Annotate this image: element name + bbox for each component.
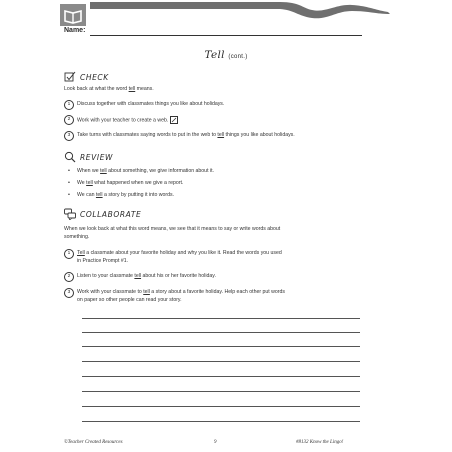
writing-line[interactable]	[82, 361, 360, 362]
collaborate-item-1-word: Tell	[77, 250, 85, 256]
speech-bubbles-icon	[64, 208, 76, 220]
collaborate-heading	[64, 207, 141, 221]
check-intro	[64, 86, 154, 93]
check-heading-label: CHECK	[80, 72, 109, 82]
writing-line[interactable]	[82, 346, 360, 347]
collaborate-item-number: 1	[64, 249, 74, 259]
collaborate-intro-line-1: When we look back at what this word means, we see that it means to say or write words about	[64, 226, 281, 232]
check-intro-after: means.	[135, 86, 154, 92]
collaborate-item-1-line-2: in Practice Prompt #1.	[77, 258, 129, 264]
collaborate-item-3-line-2: on paper so other people can read your story.	[77, 297, 182, 303]
writing-line[interactable]	[82, 332, 360, 333]
check-item-number: 2	[64, 115, 74, 125]
check-intro-before: Look back at what the word	[64, 86, 129, 92]
check-intro-word: tell	[128, 86, 136, 92]
collaborate-item-3-word: tell	[143, 289, 150, 295]
collaborate-item-3-after: a story about a favorite holiday. Help each other put words	[149, 289, 286, 295]
pencil-box-icon	[170, 116, 178, 124]
review-bullet-1-before: When we	[77, 168, 101, 174]
check-item-3-after: things you like about holidays.	[224, 132, 295, 138]
review-bullet-1	[77, 168, 214, 175]
page-title	[0, 49, 452, 61]
title-word: Tell	[204, 49, 225, 61]
collaborate-item-1-line-1	[77, 250, 282, 257]
review-bullet-1-after: about something, we give information about it.	[106, 168, 214, 174]
writing-line[interactable]	[82, 421, 360, 422]
collaborate-item-number: 3	[64, 288, 74, 298]
review-bullet-2-word: tell	[86, 180, 93, 186]
review-bullet-3-after: a story by putting it into words.	[102, 192, 175, 198]
magnifier-icon	[64, 151, 76, 163]
review-bullet-2	[77, 180, 183, 187]
check-item-number: 3	[64, 131, 74, 141]
review-bullet-3	[77, 192, 174, 199]
check-item-1: Discuss together with classmates things you like about holidays.	[77, 101, 225, 107]
review-bullet-2-before: We	[77, 180, 87, 186]
collaborate-item-1-after: a classmate about your favorite holiday and why you like it. Read the words you used	[84, 250, 282, 256]
bullet-dot: •	[68, 192, 70, 198]
check-item-3-before: Take turns with classmates saying words to put in the web to	[77, 132, 218, 138]
review-bullet-3-before: We can	[77, 192, 96, 198]
bullet-dot: •	[68, 168, 70, 174]
check-heading	[64, 70, 109, 84]
review-bullet-3-word: tell	[95, 192, 103, 198]
title-suffix: (cont.)	[228, 54, 248, 60]
name-field[interactable]	[90, 35, 362, 36]
open-book-icon	[60, 4, 86, 26]
writing-line[interactable]	[82, 318, 360, 319]
review-bullet-1-word: tell	[100, 168, 107, 174]
review-bullet-2-after: what happened when we give a report.	[92, 180, 184, 186]
footer-page-number: 9	[214, 440, 217, 445]
check-item-2	[77, 116, 178, 124]
collaborate-item-2-after: about his or her favorite holiday.	[141, 273, 216, 279]
collaborate-item-3-line-1	[77, 289, 285, 296]
collaborate-intro-line-2: something.	[64, 234, 90, 240]
writing-line[interactable]	[82, 406, 360, 407]
writing-line[interactable]	[82, 376, 360, 377]
check-item-3-word: tell	[217, 132, 225, 138]
review-heading	[64, 150, 113, 164]
bullet-dot: •	[68, 180, 70, 186]
check-item-number: 1	[64, 100, 74, 110]
review-heading-label: REVIEW	[80, 152, 114, 162]
footer-book-title: #8132 Know the Lingo!	[296, 440, 344, 445]
writing-line[interactable]	[82, 391, 360, 392]
check-item-2-text: Work with your teacher to create a web.	[77, 117, 169, 124]
collaborate-item-3-before: Work with your classmate to	[77, 289, 144, 295]
collaborate-heading-label: COLLABORATE	[80, 209, 142, 219]
checkbox-check-icon	[64, 71, 76, 83]
collaborate-item-2-before: Listen to your classmate	[77, 273, 135, 279]
brush-stroke-banner	[90, 0, 390, 26]
name-label: Name:	[64, 27, 86, 34]
check-item-3	[77, 132, 295, 139]
collaborate-item-2-word: tell	[134, 273, 142, 279]
collaborate-item-2	[77, 273, 216, 280]
footer-copyright: ©Teacher Created Resources	[64, 440, 123, 445]
collaborate-item-number: 2	[64, 272, 74, 282]
